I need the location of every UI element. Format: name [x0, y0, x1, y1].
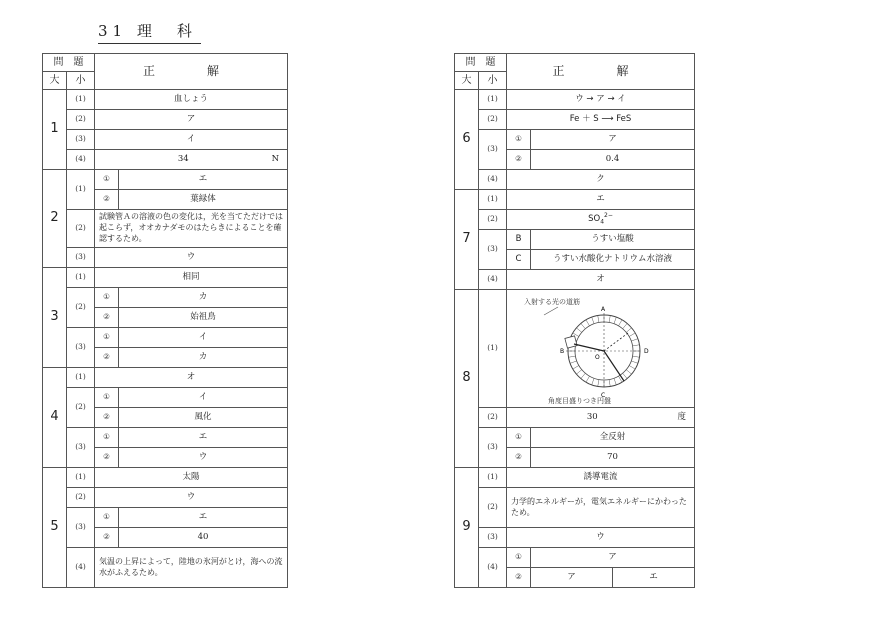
protractor-tick [570, 360, 577, 362]
q8-circle2: ② [507, 448, 531, 468]
q9-answer4b-1: ア [531, 568, 613, 588]
q4-circle3: ① [95, 428, 119, 448]
q1-answer4-unit: N [271, 153, 280, 164]
q4-circle2: ② [95, 408, 119, 428]
protractor-tick [622, 323, 626, 328]
header-seikai-right: 正 解 [507, 54, 695, 90]
protractor-tick [586, 376, 590, 382]
q7-label-b: B [507, 230, 531, 250]
header-dai: 大 [43, 72, 67, 90]
q5-sub1: (1) [67, 468, 95, 488]
q6-sub3: (3) [479, 130, 507, 170]
fig-leader-line [544, 307, 558, 315]
q5-answer1: 太陽 [95, 468, 288, 488]
q9-answer3: ウ [507, 528, 695, 548]
incident-ray [574, 344, 604, 351]
protractor-tick [568, 356, 575, 357]
q1-answer4: 34 N [95, 150, 288, 170]
protractor-tick [626, 327, 631, 331]
header-mondai: 問 題 [43, 54, 95, 72]
q4-circle4: ② [95, 448, 119, 468]
refracted-ray [604, 351, 624, 381]
q4-sub2: (2) [67, 388, 95, 428]
q9-answer2: 力学的エネルギーが，電気エネルギーにかわったため。 [507, 488, 695, 528]
q2-sub1: (1) [67, 170, 95, 210]
q3-sub3: (3) [67, 328, 95, 368]
q5-circle2: ② [95, 528, 119, 548]
protractor-tick [626, 369, 631, 373]
q1-answer2: ア [95, 110, 288, 130]
q2-sub2: (2) [67, 210, 95, 248]
point-o-label: O [594, 353, 600, 361]
q9-sub4: (4) [479, 548, 507, 588]
q2-sub3: (3) [67, 248, 95, 268]
q2-circle2: ② [95, 190, 119, 210]
q3-answer2b: 始祖鳥 [119, 308, 288, 328]
protractor-tick [580, 373, 584, 378]
q5-circle1: ① [95, 508, 119, 528]
protractor-tick [591, 317, 593, 324]
point-d-label: D [643, 347, 649, 355]
q1-answer1: 血しょう [95, 90, 288, 110]
q9-number: 9 [455, 468, 479, 588]
q4-answer2a: イ [119, 388, 288, 408]
q6-sub2: (2) [479, 110, 507, 130]
q7-answer1: エ [507, 190, 695, 210]
q3-circle1: ① [95, 288, 119, 308]
q3-sub2: (2) [67, 288, 95, 328]
q6-circle2: ② [507, 150, 531, 170]
q7-label-c: C [507, 250, 531, 270]
q6-sub4: (4) [479, 170, 507, 190]
reflected-ray [604, 333, 628, 351]
q3-circle3: ① [95, 328, 119, 348]
protractor-tick [591, 378, 593, 385]
q3-circle4: ② [95, 348, 119, 368]
point-b-label: B [559, 347, 564, 355]
protractor-tick [576, 327, 581, 331]
q4-answer3b: ウ [119, 448, 288, 468]
point-a-label: A [600, 305, 605, 313]
header-shou-right: 小 [479, 72, 507, 90]
q5-number: 5 [43, 468, 67, 588]
protractor-tick [586, 319, 590, 325]
protractor-tick [609, 315, 610, 322]
header-shou: 小 [67, 72, 95, 90]
q7-sub4: (4) [479, 270, 507, 290]
protractor-tick [609, 379, 610, 386]
protractor-tick [613, 317, 615, 324]
q2-answer1a: エ [119, 170, 288, 190]
protractor-tick [622, 373, 626, 378]
q8-sub1: (1) [479, 290, 507, 408]
q7-answer3a: うすい塩酸 [531, 230, 695, 250]
protractor-tick [631, 360, 638, 362]
q6-circle1: ① [507, 130, 531, 150]
header-dai-right: 大 [455, 72, 479, 90]
q1-sub1: (1) [67, 90, 95, 110]
protractor-tick [632, 344, 639, 345]
q7-answer2: $SO_4^{2-}$ [507, 210, 695, 230]
q7-answer4: オ [507, 270, 695, 290]
page-title: 31 理 科 [98, 20, 201, 44]
protractor-tick [597, 379, 598, 386]
q3-answer3b: カ [119, 348, 288, 368]
q5-sub4: (4) [67, 548, 95, 588]
q9-answer4a: ア [531, 548, 695, 568]
q9-sub2: (2) [479, 488, 507, 528]
protractor-tick [580, 323, 584, 328]
q3-answer3a: イ [119, 328, 288, 348]
q6-sub1: (1) [479, 90, 507, 110]
q7-number: 7 [455, 190, 479, 290]
q5-answer3b: 40 [119, 528, 288, 548]
q3-sub1: (1) [67, 268, 95, 288]
q3-circle2: ② [95, 308, 119, 328]
q8-answer2-unit: 度 [677, 411, 687, 422]
q2-circle1: ① [95, 170, 119, 190]
q3-answer2a: カ [119, 288, 288, 308]
q2-answer2: 試験管Ａの溶液の色の変化は，光を当てただけでは起こらず，オオカナダモのはたらきによることを確認するため。 [95, 210, 288, 248]
q8-answer2: 30 度 [507, 408, 695, 428]
header-mondai-right: 問 題 [455, 54, 507, 72]
protractor-tick [631, 338, 638, 340]
q6-answer2: Fe ＋ S ⟶ FeS [507, 110, 695, 130]
q4-sub3: (3) [67, 428, 95, 468]
protractor-tick [572, 365, 578, 369]
q8-sub3: (3) [479, 428, 507, 468]
q9-circle2: ② [507, 568, 531, 588]
q4-circle1: ① [95, 388, 119, 408]
q9-answer1: 誘導電流 [507, 468, 695, 488]
q2-number: 2 [43, 170, 67, 268]
answer-table-left [42, 53, 288, 588]
q7-sub2: (2) [479, 210, 507, 230]
q7-sub3: (3) [479, 230, 507, 270]
q8-answer3b: 70 [531, 448, 695, 468]
q4-answer2b: 風化 [119, 408, 288, 428]
q1-answer3: イ [95, 130, 288, 150]
refraction-protractor-figure [508, 293, 694, 405]
q5-sub2: (2) [67, 488, 95, 508]
q3-number: 3 [43, 268, 67, 368]
q8-sub2: (2) [479, 408, 507, 428]
protractor-tick [629, 333, 635, 337]
q4-answer3a: エ [119, 428, 288, 448]
q9-answer4b-2: エ [613, 568, 695, 588]
q2-answer1b: 葉緑体 [119, 190, 288, 210]
light-source-box [564, 335, 576, 347]
q3-answer1: 相同 [95, 268, 288, 288]
q1-sub3: (3) [67, 130, 95, 150]
q5-answer3a: エ [119, 508, 288, 528]
q1-number: 1 [43, 90, 67, 170]
q5-sub3: (3) [67, 508, 95, 548]
q2-answer3: ウ [95, 248, 288, 268]
q4-sub1: (1) [67, 368, 95, 388]
q5-answer2: ウ [95, 488, 288, 508]
q8-answer3a: 全反射 [531, 428, 695, 448]
q1-sub4: (4) [67, 150, 95, 170]
fig-label-incident: 入射する光の道筋 [523, 297, 580, 306]
q5-answer4: 気温の上昇によって，陸地の氷河がとけ，海への流水がふえるため。 [95, 548, 288, 588]
protractor-tick [576, 369, 581, 373]
q4-number: 4 [43, 368, 67, 468]
q8-figure-cell [507, 290, 695, 408]
q6-number: 6 [455, 90, 479, 190]
q7-answer3b: うすい水酸化ナトリウム水溶液 [531, 250, 695, 270]
q1-sub2: (2) [67, 110, 95, 130]
fig-label-disc: 角度目盛りつき円盤 [547, 396, 611, 405]
q4-answer1: オ [95, 368, 288, 388]
point-c-label: C [600, 391, 605, 399]
q6-answer1: ウ → ア → イ [507, 90, 695, 110]
protractor-tick [632, 356, 639, 357]
q6-answer4: ク [507, 170, 695, 190]
q9-sub1: (1) [479, 468, 507, 488]
q7-sub1: (1) [479, 190, 507, 210]
protractor-tick [613, 378, 615, 385]
q9-circle1: ① [507, 548, 531, 568]
q9-sub3: (3) [479, 528, 507, 548]
protractor-tick [618, 319, 622, 325]
header-seikai: 正 解 [95, 54, 288, 90]
protractor-tick [597, 315, 598, 322]
q8-circle1: ① [507, 428, 531, 448]
q6-answer3a: ア [531, 130, 695, 150]
protractor-tick [629, 365, 635, 369]
answer-table-right [454, 53, 695, 588]
q8-number: 8 [455, 290, 479, 468]
q6-answer3b: 0.4 [531, 150, 695, 170]
